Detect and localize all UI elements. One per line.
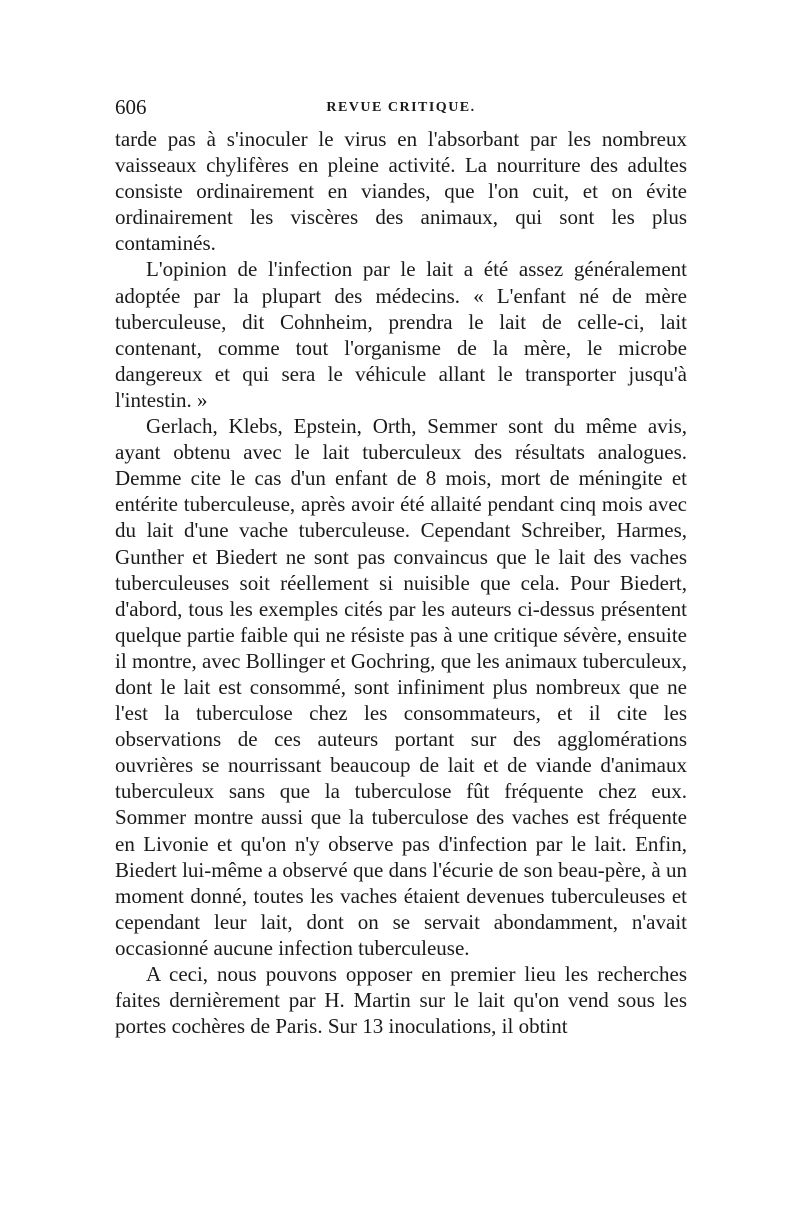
paragraph-authors-observations: Gerlach, Klebs, Epstein, Orth, Semmer sont du même avis, ayant obtenu avec le lait tuberculeux des résultats analogues. Demme cite le cas d'un enfant de 8 mois, mort de méningite et entérite tuberculeuse, après avoir été allaité pendant cinq mois avec du lait d'une vache tuberculeuse. Cependant Schreiber, Harmes, Gunther et Biedert ne sont pas convaincus que le lait des vaches tuberculeuses soit réellement si nuisible que cela. Pour Biedert, d'abord, tous les exemples cités par les auteurs ci-dessus présentent quelque partie faible qui ne résiste pas à une critique sévère, ensuite il montre, avec Bollinger et Gochring, que les animaux tuberculeux, dont le lait est consommé, sont infiniment plus nombreux que ne l'est la tuberculose chez les consommateurs, et il cite les observations de ces auteurs portant sur des agglomérations ouvrières se nourrissant beaucoup de lait et de viande d'animaux tuberculeux sans que la tuberculose fût fréquente chez eux. Sommer montre aussi que la tuberculose des vaches est fréquente en Livonie et qu'on n'y observe pas d'infection par le lait. Enfin, Biedert lui-même a observé que dans l'écurie de son beau-père, à un moment donné, toutes les vaches étaient devenues tuberculeuses et cependant leur lait, dont on se servait abondamment, n'avait occasionné aucune infection tuberculeuse.	[115, 414, 687, 960]
paragraph-martin-research: A ceci, nous pouvons opposer en premier lieu les recherches faites dernièrement par H. Martin sur le lait qu'on vend sous les portes cochères de Paris. Sur 13 inoculations, il obtint	[115, 962, 687, 1039]
page-header	[115, 92, 687, 126]
running-title: REVUE CRITIQUE.	[326, 100, 476, 115]
book-page	[115, 92, 687, 1039]
paragraph-continuation: tarde pas à s'inoculer le virus en l'absorbant par les nombreux vaisseaux chylifères en pleine activité. La nourriture des adultes consiste ordinairement en viandes, que l'on cuit, et on évite ordinairement les viscères des animaux, qui sont les plus contaminés.	[115, 127, 687, 256]
page-number: 606	[115, 95, 147, 119]
paragraph-milk-infection-opinion: L'opinion de l'infection par le lait a été assez généralement adoptée par la plupart des médecins. « L'enfant né de mère tuberculeuse, dit Cohnheim, prendra le lait de celle-ci, lait contenant, comme tout l'organisme de la mère, le microbe dangereux et qui sera le véhicule allant le transporter jusqu'à l'intestin. »	[115, 257, 687, 412]
body-text	[115, 126, 687, 1039]
